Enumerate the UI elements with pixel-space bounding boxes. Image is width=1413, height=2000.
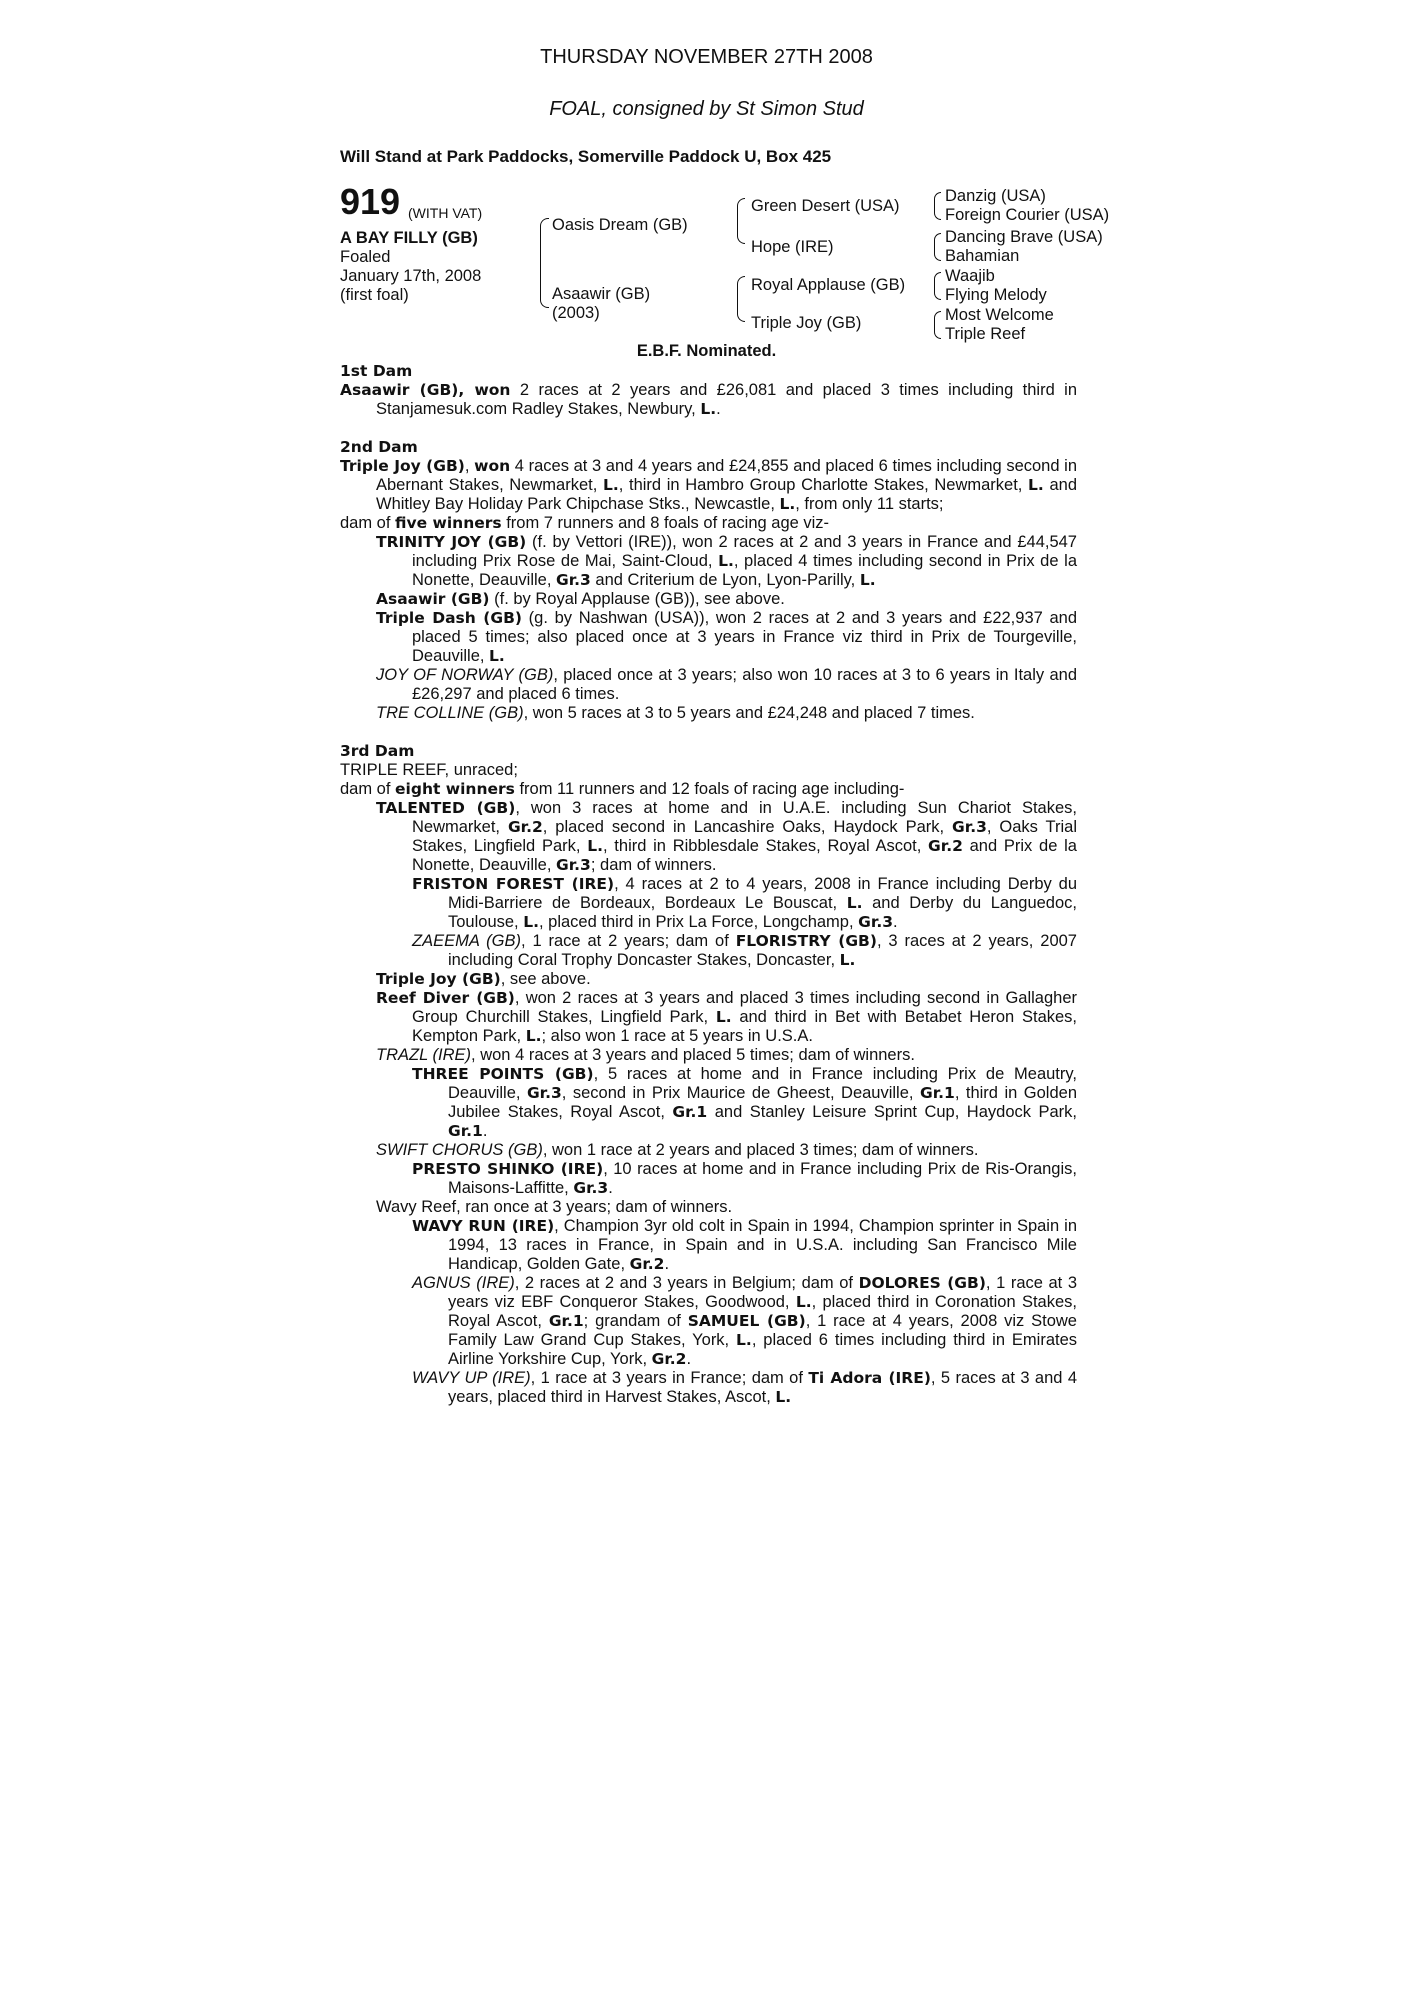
pedigree-sire-dam: Hope (IRE) bbox=[751, 238, 834, 256]
produce-triple-joy: Triple Joy (GB), see above. bbox=[376, 970, 591, 988]
pedigree-dam-year: (2003) bbox=[552, 304, 600, 322]
first-dam-paragraph: Asaawir (GB), won 2 races at 2 years and £26,081 and placed 3 times including third in Stanjamesuk.com Radley Stakes, Newbury, L.. bbox=[340, 381, 1078, 418]
lot-title: A BAY FILLY (GB) bbox=[340, 229, 478, 247]
vat-note: (WITH VAT) bbox=[408, 205, 483, 221]
third-dam-produce-intro: dam of eight winners from 11 runners and 12 foals of racing age including- bbox=[340, 780, 905, 798]
produce-triple-dash: Triple Dash (GB) (g. by Nashwan (USA)), won 2 races at 2 and 3 years and £22,937 and placed 5 times; also placed once at 3 years in France viz third in Prix de Tourgeville, Deauville, L. bbox=[376, 609, 1077, 665]
produce-wavy-up: WAVY UP (IRE), 1 race at 3 years in France; dam of Ti Adora (IRE), 5 races at 3 and 4 years, placed third in Harvest Stakes, Ascot, L. bbox=[412, 1369, 1077, 1406]
produce-trinity-joy: TRINITY JOY (GB) (f. by Vettori (IRE)), won 2 races at 2 and 3 years in France and £44,547 including Prix Rose de Mai, Saint-Cloud, L., placed 4 times including second in Prix de la Nonette, Deauville, Gr.3 and Criterium de Lyon, Lyon-Parilly, L. bbox=[376, 533, 1077, 589]
second-dam-paragraph: Triple Joy (GB), won 4 races at 3 and 4 years and £24,855 and placed 6 times including second in Abernant Stakes, Newmarket, L., third in Hambro Group Charlotte Stakes, Newmarket, L. and Whitley Bay Holiday Park Chipchase Stks., Newcastle, L., from only 11 starts; bbox=[340, 457, 1078, 513]
produce-swift-chorus: SWIFT CHORUS (GB), won 1 race at 2 years and placed 3 times; dam of winners. bbox=[376, 1141, 979, 1159]
third-dam-name: TRIPLE REEF, unraced; bbox=[340, 761, 518, 779]
pedigree-sire: Oasis Dream (GB) bbox=[552, 216, 688, 234]
pedigree-brace-sire bbox=[737, 198, 745, 244]
pedigree-brace-g56 bbox=[934, 272, 941, 300]
produce-presto-shinko: PRESTO SHINKO (IRE), 10 races at home and in France including Prix de Ris-Orangis, Maisons-Laffitte, Gr.3. bbox=[412, 1160, 1077, 1197]
pedigree-g7: Most Welcome bbox=[945, 306, 1054, 324]
pedigree-brace-g34 bbox=[934, 233, 941, 261]
first-dam-heading: 1st Dam bbox=[340, 362, 413, 380]
pedigree-dam-dam: Triple Joy (GB) bbox=[751, 314, 862, 332]
produce-joy-of-norway: JOY OF NORWAY (GB), placed once at 3 years; also won 10 races at 3 to 6 years in Italy and £26,297 and placed 6 times. bbox=[376, 666, 1077, 703]
lot-foaled-label: Foaled bbox=[340, 248, 391, 266]
lot-description bbox=[340, 229, 481, 305]
pedigree-g5: Waajib bbox=[945, 267, 995, 285]
produce-friston-forest: FRISTON FOREST (IRE), 4 races at 2 to 4 years, 2008 in France including Derby du Midi-Barriere de Bordeaux, Bordeaux Le Bouscat, L. and Derby du Languedoc, Toulouse, L., placed third in Prix La Force, Longchamp, Gr.3. bbox=[412, 875, 1077, 931]
third-dam-heading: 3rd Dam bbox=[340, 742, 415, 760]
pedigree-g6: Flying Melody bbox=[945, 286, 1047, 304]
pedigree-brace-g12 bbox=[934, 192, 941, 220]
lot-foaled-date: January 17th, 2008 bbox=[340, 267, 482, 285]
produce-tre-colline: TRE COLLINE (GB), won 5 races at 3 to 5 years and £24,248 and placed 7 times. bbox=[376, 704, 975, 722]
produce-wavy-reef: Wavy Reef, ran once at 3 years; dam of winners. bbox=[376, 1198, 733, 1216]
pedigree-g3: Dancing Brave (USA) bbox=[945, 228, 1103, 246]
pedigree-brace-dam bbox=[737, 276, 745, 322]
lot-foal-note: (first foal) bbox=[340, 286, 409, 304]
pedigree-dam-sire: Royal Applause (GB) bbox=[751, 276, 906, 294]
pedigree-g8: Triple Reef bbox=[945, 325, 1026, 343]
produce-trazl: TRAZL (IRE), won 4 races at 3 years and placed 5 times; dam of winners. bbox=[376, 1046, 915, 1064]
pedigree-g1: Danzig (USA) bbox=[945, 187, 1046, 205]
pedigree-brace-g78 bbox=[934, 311, 941, 339]
produce-talented: TALENTED (GB), won 3 races at home and in U.A.E. including Sun Chariot Stakes, Newmarket, Gr.2, placed second in Lancashire Oaks, Haydock Park, Gr.3, Oaks Trial Stakes, Lingfield Park, L., third in Ribblesdale Stakes, Royal Ascot, Gr.2 and Prix de la Nonette, Deauville, Gr.3; dam of winners. bbox=[376, 799, 1078, 874]
pedigree-brace-main bbox=[540, 218, 549, 308]
second-dam-heading: 2nd Dam bbox=[340, 438, 418, 456]
consignment-line: FOAL, consigned by St Simon Stud bbox=[549, 98, 864, 120]
stand-location: Will Stand at Park Paddocks, Somerville Paddock U, Box 425 bbox=[340, 147, 832, 166]
produce-three-points: THREE POINTS (GB), 5 races at home and in France including Prix de Meautry, Deauville, Gr.3, second in Prix Maurice de Gheest, Deauville, Gr.1, third in Golden Jubilee Stakes, Royal Ascot, Gr.1 and Stanley Leisure Sprint Cup, Haydock Park, Gr.1. bbox=[412, 1065, 1077, 1140]
lot-number: 919 bbox=[340, 181, 401, 222]
sale-date: THURSDAY NOVEMBER 27TH 2008 bbox=[540, 46, 873, 68]
produce-asaawir: Asaawir (GB) (f. by Royal Applause (GB)), see above. bbox=[376, 590, 785, 608]
pedigree-g4: Bahamian bbox=[945, 247, 1020, 265]
ebf-nominated: E.B.F. Nominated. bbox=[636, 342, 777, 360]
pedigree-dam: Asaawir (GB) bbox=[552, 285, 651, 303]
second-dam-produce-intro: dam of five winners from 7 runners and 8 foals of racing age viz- bbox=[340, 514, 830, 532]
produce-agnus: AGNUS (IRE), 2 races at 2 and 3 years in Belgium; dam of DOLORES (GB), 1 race at 3 years viz EBF Conqueror Stakes, Goodwood, L., placed third in Coronation Stakes, Royal Ascot, Gr.1; grandam of SAMUEL (GB), 1 race at 4 years, 2008 viz Stowe Family Law Grand Cup Stakes, York, L., placed 6 times including third in Emirates Airline Yorkshire Cup, York, Gr.2. bbox=[412, 1274, 1078, 1368]
pedigree-g2: Foreign Courier (USA) bbox=[945, 206, 1110, 224]
produce-zaeema: ZAEEMA (GB), 1 race at 2 years; dam of FLORISTRY (GB), 3 races at 2 years, 2007 including Coral Trophy Doncaster Stakes, Doncaster, L. bbox=[412, 932, 1077, 969]
pedigree-sire-sire: Green Desert (USA) bbox=[751, 197, 900, 215]
produce-wavy-run: WAVY RUN (IRE), Champion 3yr old colt in Spain in 1994, Champion sprinter in Spain in 1994, 13 races in France, in Spain and in U.S.A. including San Francisco Mile Handicap, Golden Gate, Gr.2. bbox=[412, 1217, 1078, 1273]
catalogue-body bbox=[340, 362, 1077, 1407]
produce-reef-diver: Reef Diver (GB), won 2 races at 3 years and placed 3 times including second in Gallagher Group Churchill Stakes, Lingfield Park, L. and third in Bet with Betabet Heron Stakes, Kempton Park, L.; also won 1 race at 5 years in U.S.A. bbox=[376, 989, 1078, 1045]
